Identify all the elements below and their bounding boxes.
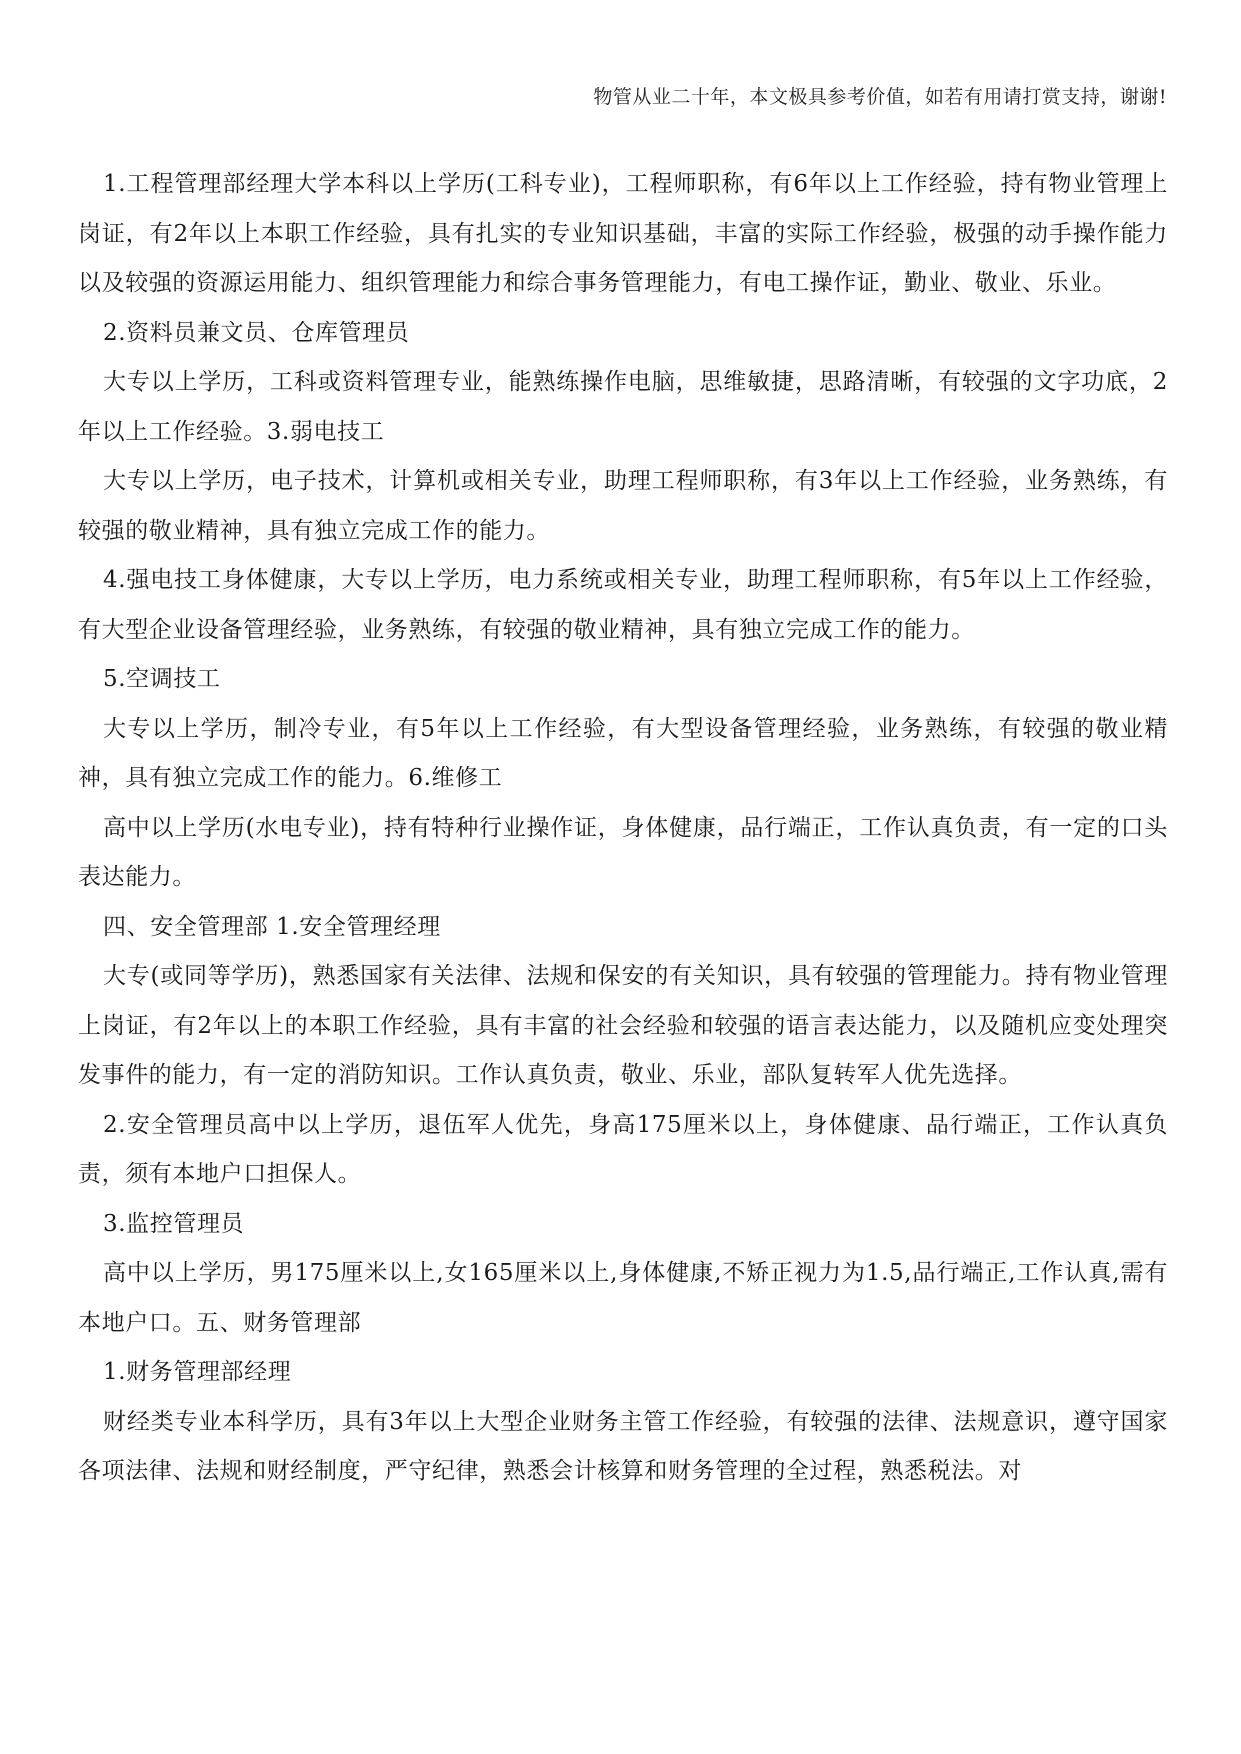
heading-security-department: 四、安全管理部 1.安全管理经理 (103, 913, 441, 940)
paragraph-high-voltage-tech: 4.强电技工身体健康，大专以上学历，电力系统或相关专业，助理工程师职称，有5年以上工作经验，有大型企业设备管理经验，业务熟练，有较强的敬业精神，具有独立完成工作的能力。 (78, 567, 1168, 643)
paragraph-records-clerk: 大专以上学历，工科或资料管理专业，能熟练操作电脑，思维敏捷，思路清晰，有较强的文字功底，2年以上工作经验。3.弱电技工 (78, 369, 1168, 445)
paragraph-low-voltage-tech: 大专以上学历，电子技术，计算机或相关专业，助理工程师职称，有3年以上工作经验，业务熟练，有较强的敬业精神，具有独立完成工作的能力。 (78, 468, 1168, 544)
paragraph-maintenance-worker: 高中以上学历(水电专业)，持有特种行业操作证，身体健康，品行端正，工作认真负责，有一定的口头表达能力。 (78, 814, 1168, 890)
heading-records-clerk: 2.资料员兼文员、仓库管理员 (103, 319, 410, 346)
paragraph-finance-manager: 财经类专业本科学历，具有3年以上大型企业财务主管工作经验，有较强的法律、法规意识，遵守国家各项法律、法规和财经制度，严守纪律，熟悉会计核算和财务管理的全过程，熟悉税法。对 (78, 1408, 1168, 1484)
heading-hvac-tech: 5.空调技工 (103, 666, 221, 692)
document-body (78, 160, 1168, 1497)
header-note: 物管从业二十年，本文极具参考价值，如若有用请打赏支持，谢谢! (593, 86, 1167, 108)
paragraph-security-officer: 2.安全管理员高中以上学历，退伍军人优先，身高175厘米以上，身体健康、品行端正，工作认真负责，须有本地户口担保人。 (78, 1111, 1168, 1187)
paragraph-security-manager: 大专(或同等学历)，熟悉国家有关法律、法规和保安的有关知识，具有较强的管理能力。持有物业管理上岗证，有2年以上的本职工作经验，具有丰富的社会经验和较强的语言表达能力，以及随机应变处理突发事件的能力，有一定的消防知识。工作认真负责，敬业、乐业，部队复转军人优先选择。 (78, 963, 1168, 1088)
paragraph-engineering-manager: 1.工程管理部经理大学本科以上学历(工科专业)，工程师职称，有6年以上工作经验，持有物业管理上岗证，有2年以上本职工作经验，具有扎实的专业知识基础，丰富的实际工作经验，极强的动手操作能力以及较强的资源运用能力、组织管理能力和综合事务管理能力，有电工操作证，勤业、敬业、乐业。 (78, 171, 1168, 296)
heading-monitoring-officer: 3.监控管理员 (103, 1210, 245, 1237)
heading-finance-manager: 1.财务管理部经理 (103, 1359, 292, 1385)
paragraph-monitoring-officer: 高中以上学历，男175厘米以上,女165厘米以上,身体健康,不矫正视力为1.5,品行端正,工作认真,需有本地户口。五、财务管理部 (78, 1260, 1168, 1336)
paragraph-hvac-tech: 大专以上学历，制冷专业，有5年以上工作经验，有大型设备管理经验，业务熟练，有较强的敬业精神，具有独立完成工作的能力。6.维修工 (78, 715, 1168, 791)
